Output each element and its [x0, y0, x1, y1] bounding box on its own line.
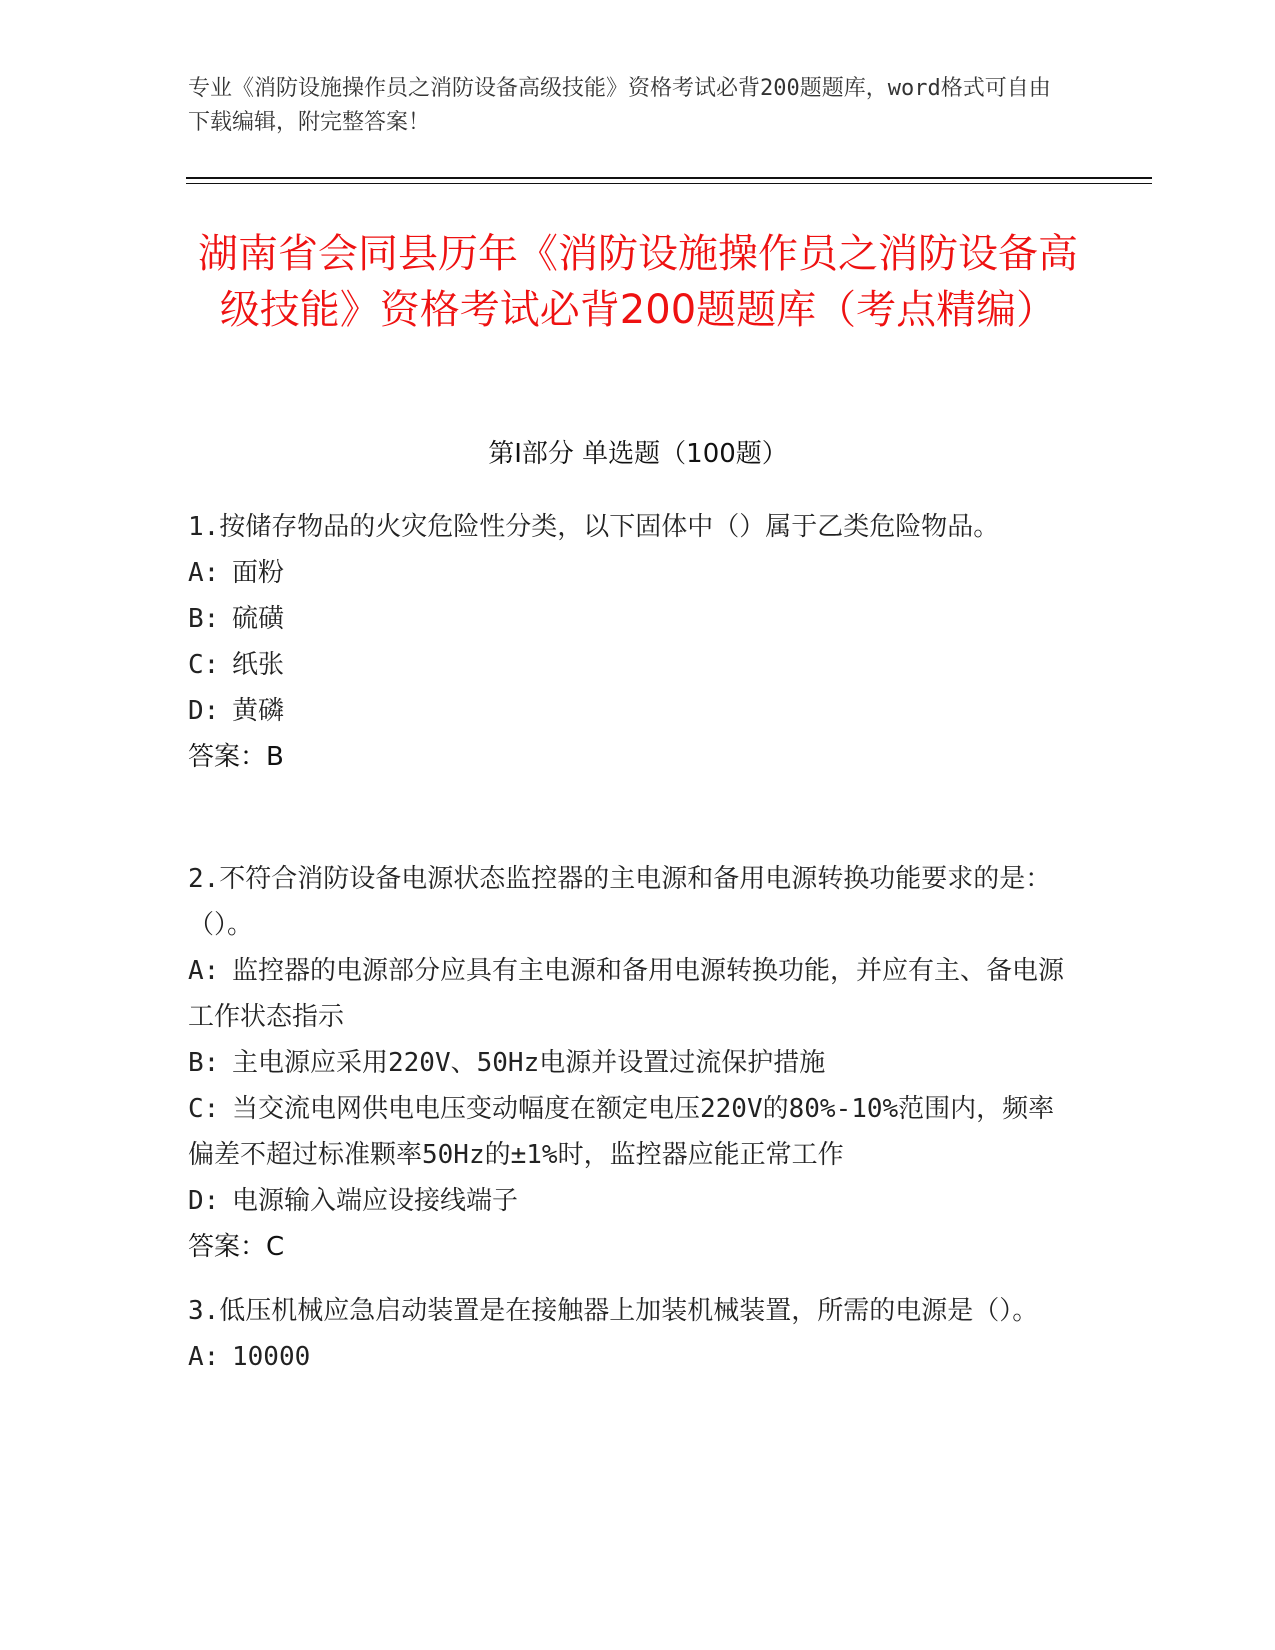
question-2 — [188, 856, 1068, 1270]
option-c — [188, 1086, 1068, 1178]
option-text: 黄磷 — [232, 696, 285, 726]
option-key: A: — [188, 956, 220, 986]
option-c — [188, 642, 1068, 688]
answer-line — [188, 1224, 1068, 1270]
option-a — [188, 948, 1068, 1040]
option-b — [188, 1040, 1068, 1086]
section-heading: 第I部分 单选题（100题） — [488, 439, 788, 469]
option-a — [188, 1334, 1068, 1380]
option-text: 监控器的电源部分应具有主电源和备用电源转换功能，并应有主、备电源工作状态指示 — [188, 956, 1065, 1032]
document-title: 湖南省会同县历年《消防设施操作员之消防设备高级技能》资格考试必背200题题库（考点精编） — [198, 231, 1078, 333]
question-3 — [188, 1288, 1068, 1380]
option-text: 当交流电网供电电压变动幅度在额定电压220V的80%-10%范围内，频率偏差不超过标准颗率50Hz的±1%时，监控器应能正常工作 — [188, 1094, 1055, 1170]
answer-line — [188, 734, 1068, 780]
option-key: C: — [188, 650, 220, 680]
option-key: A: — [188, 558, 220, 588]
question-1 — [188, 504, 1068, 780]
answer-label: 答案： — [188, 1232, 267, 1262]
answer-value: B — [266, 742, 284, 772]
option-text: 电源输入端应设接线端子 — [232, 1186, 519, 1216]
question-stem: 3.低压机械应急启动装置是在接触器上加装机械装置，所需的电源是（）。 — [188, 1296, 1039, 1326]
header-divider-thick — [186, 177, 1152, 179]
option-d — [188, 688, 1068, 734]
header-note: 专业《消防设施操作员之消防设备高级技能》资格考试必背200题题库，word格式可自由下载编辑，附完整答案！ — [188, 76, 1051, 135]
option-text: 纸张 — [232, 650, 285, 680]
option-key: C: — [188, 1094, 220, 1124]
option-d — [188, 1178, 1068, 1224]
option-key: B: — [188, 1048, 220, 1078]
option-key: D: — [188, 1186, 220, 1216]
header-divider-thin — [186, 183, 1152, 184]
option-text: 主电源应采用220V、50Hz电源并设置过流保护措施 — [232, 1048, 826, 1078]
option-a — [188, 550, 1068, 596]
option-key: A: — [188, 1342, 220, 1372]
question-stem: 2.不符合消防设备电源状态监控器的主电源和备用电源转换功能要求的是：（）。 — [188, 864, 1052, 940]
option-key: B: — [188, 604, 220, 634]
option-key: D: — [188, 696, 220, 726]
option-text: 面粉 — [232, 558, 285, 588]
option-text: 10000 — [232, 1342, 311, 1372]
option-b — [188, 596, 1068, 642]
question-stem: 1.按储存物品的火灾危险性分类，以下固体中（）属于乙类危险物品。 — [188, 512, 1000, 542]
answer-value: C — [266, 1232, 285, 1262]
option-text: 硫磺 — [232, 604, 285, 634]
answer-label: 答案： — [188, 742, 267, 772]
